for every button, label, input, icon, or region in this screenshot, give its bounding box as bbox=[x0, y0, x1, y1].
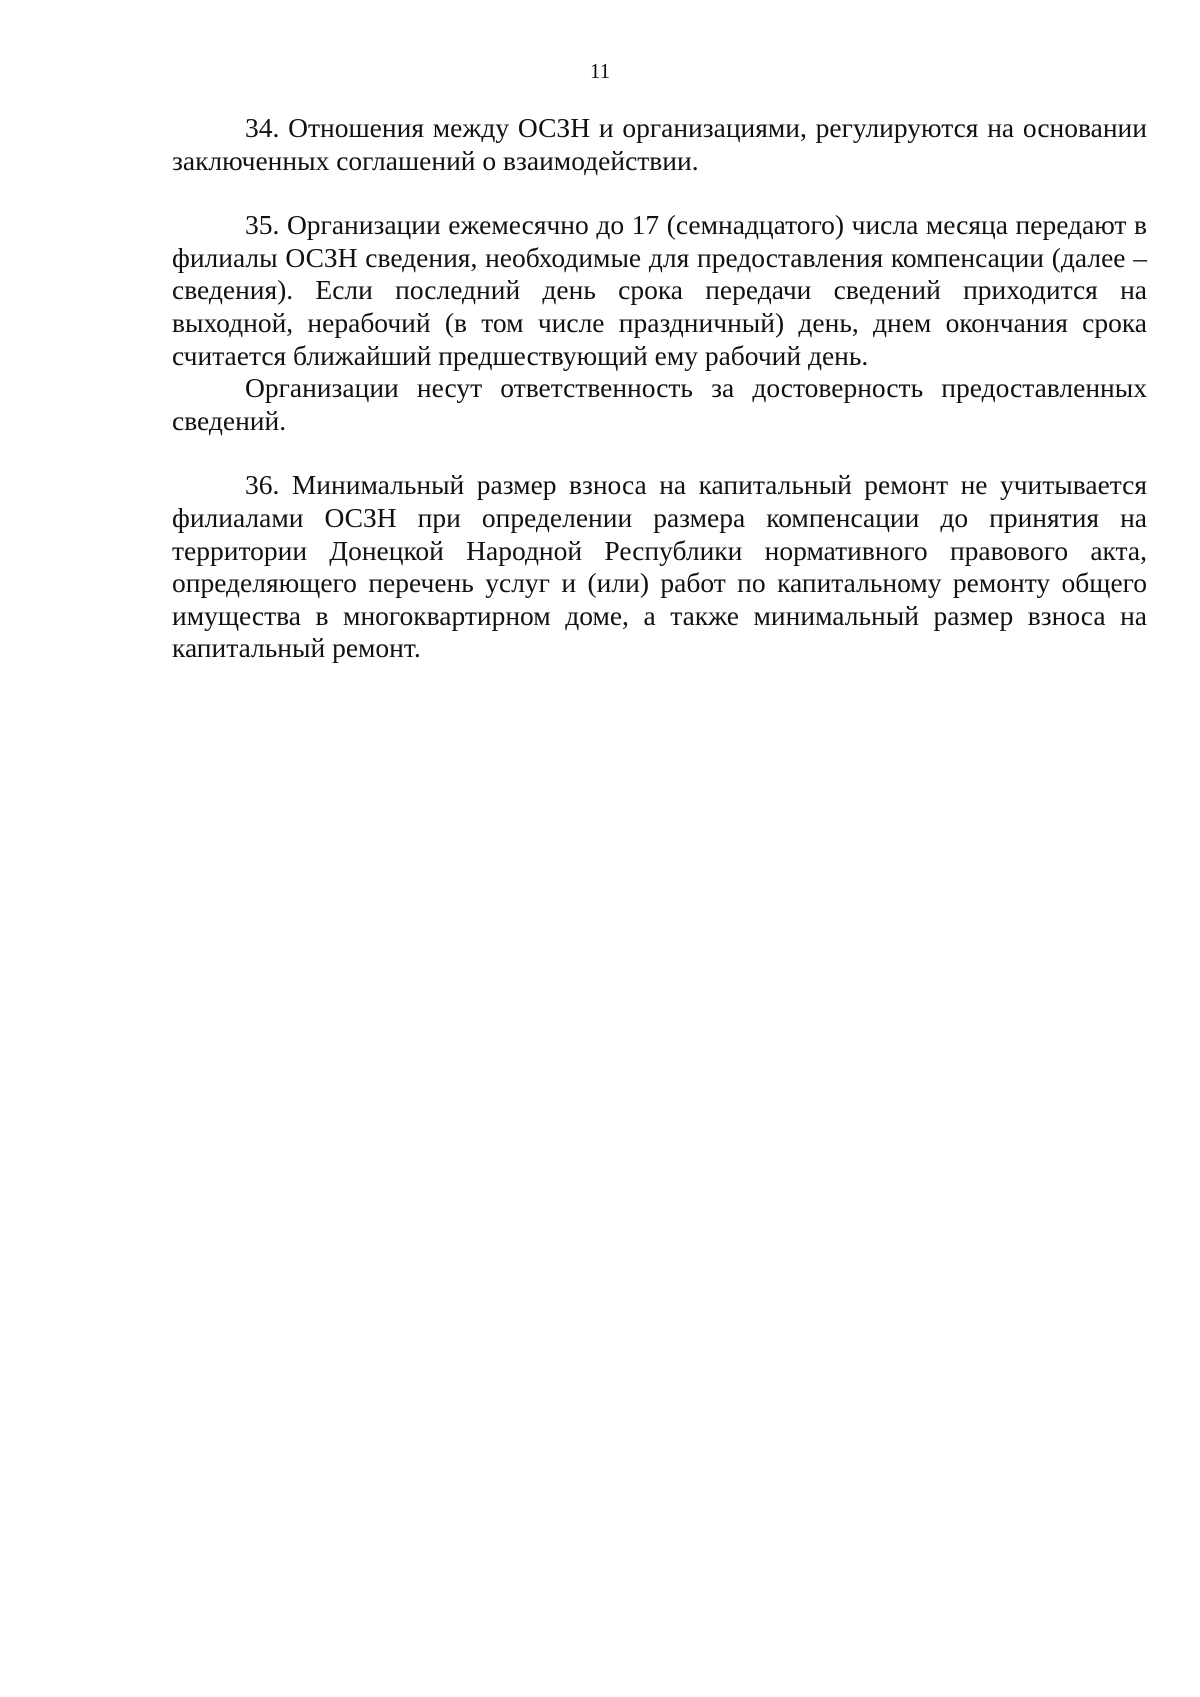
paragraph-35-continuation: Организации несут ответственность за достоверность предоставленных сведений. bbox=[172, 372, 1147, 436]
document-body bbox=[172, 112, 1147, 665]
paragraph-35: 35. Организации ежемесячно до 17 (семнадцатого) числа месяца передают в филиалы ОСЗН сведения, необходимые для предоставления компенсации (далее – сведения). Если последний день срока передачи сведений приходится на выходной, нерабочий (в том числе праздничный) день, днем окончания срока считается ближайший предшествующий ему рабочий день. bbox=[172, 209, 1147, 371]
page-number: 11 bbox=[589, 59, 611, 83]
paragraph-36: 36. Минимальный размер взноса на капитальный ремонт не учитывается филиалами ОСЗН при определении размера компенсации до принятия на территории Донецкой Народной Республики нормативного правового акта, определяющего перечень услуг и (или) работ по капитальному ремонту общего имущества в многоквартирном доме, а также минимальный размер взноса на капитальный ремонт. bbox=[172, 469, 1147, 664]
paragraph-34: 34. Отношения между ОСЗН и организациями, регулируются на основании заключенных соглашений о взаимодействии. bbox=[172, 112, 1147, 176]
